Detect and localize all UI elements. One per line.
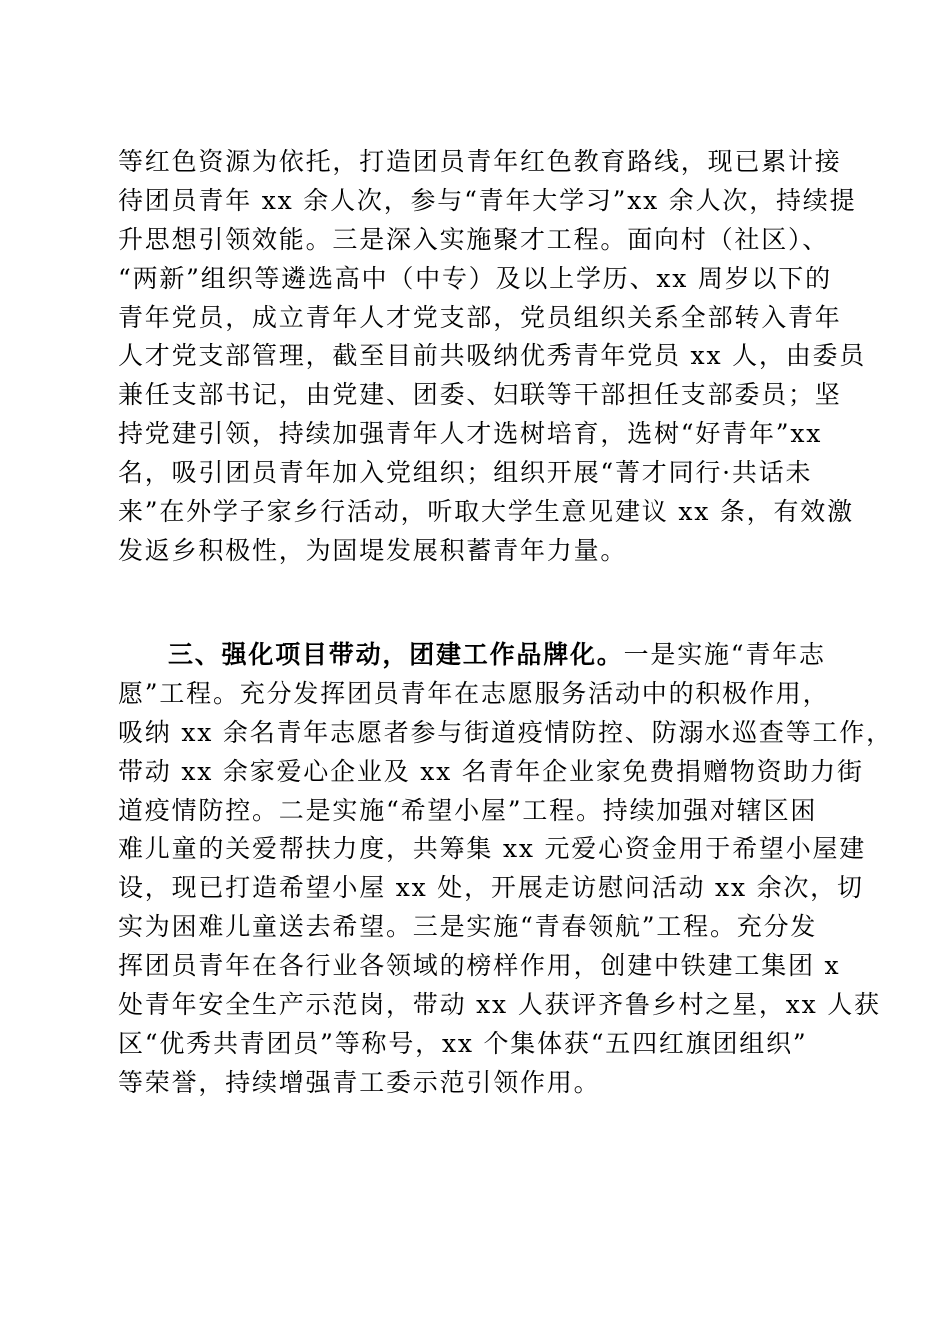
text-line: 区“优秀共青团员”等称号，xx 个集体获“五四红旗团组织” (118, 1028, 808, 1058)
text-line: 来”在外学子家乡行活动，听取大学生意见建议 xx 条，有效激 (118, 497, 854, 527)
text-line: 兼任支部书记，由党建、团委、妇联等干部担任支部委员；坚 (118, 380, 842, 410)
text-line: 设，现已打造希望小屋 xx 处，开展走访慰问活动 xx 余次，切 (118, 873, 864, 903)
text-line: 难儿童的关爱帮扶力度，共筹集 xx 元爱心资金用于希望小屋建 (118, 834, 867, 864)
text-line: 持党建引领，持续加强青年人才选树培育，选树“好青年”xx (118, 419, 823, 449)
text-line: 实为困难儿童送去希望。三是实施“青春领航”工程。充分发 (118, 912, 818, 942)
section-first-line-text: 一是实施“青年志 (623, 640, 826, 669)
text-line: 吸纳 xx 余名青年志愿者参与街道疫情防控、防溺水巡查等工作， (118, 717, 893, 747)
text-line: “两新”组织等遴选高中（中专）及以上学历、xx 周岁以下的 (118, 263, 832, 293)
text-line: 升思想引领效能。三是深入实施聚才工程。面向村（社区）、 (118, 224, 830, 254)
paragraph-section-three (118, 636, 893, 1103)
text-line: 人才党支部管理，截至目前共吸纳优秀青年党员 xx 人，由委员 (118, 341, 867, 371)
text-line: 待团员青年 xx 余人次，参与“青年大学习”xx 余人次，持续提 (118, 185, 857, 215)
section-heading: 三、强化项目带动，团建工作品牌化。 (168, 640, 624, 669)
text-line: 等荣誉，持续增强青工委示范引领作用。 (118, 1067, 601, 1097)
text-line: 处青年安全生产示范岗，带动 xx 人获评齐鲁乡村之星，xx 人获 (118, 990, 881, 1020)
paragraph-ideology-talent (118, 143, 867, 571)
text-line: 挥团员青年在各行业各领域的榜样作用，创建中铁建工集团 x (118, 951, 841, 981)
text-line: 青年党员，成立青年人才党支部，党员组织关系全部转入青年 (118, 302, 842, 332)
text-line: 名，吸引团员青年加入党组织；组织开展“菁才同行·共话未 (118, 458, 813, 488)
text-line: 等红色资源为依托，打造团员青年红色教育路线，现已累计接 (118, 147, 842, 176)
text-line: 愿”工程。充分发挥团员青年在志愿服务活动中的积极作用， (118, 678, 830, 708)
text-line: 道疫情防控。二是实施“希望小屋”工程。持续加强对辖区困 (118, 795, 818, 825)
section-first-line (118, 636, 840, 675)
text-line: 发返乡积极性，为固堤发展积蓄青年力量。 (118, 535, 628, 565)
text-line: 带动 xx 余家爱心企业及 xx 名青年企业家免费捐赠物资助力街 (118, 756, 864, 786)
